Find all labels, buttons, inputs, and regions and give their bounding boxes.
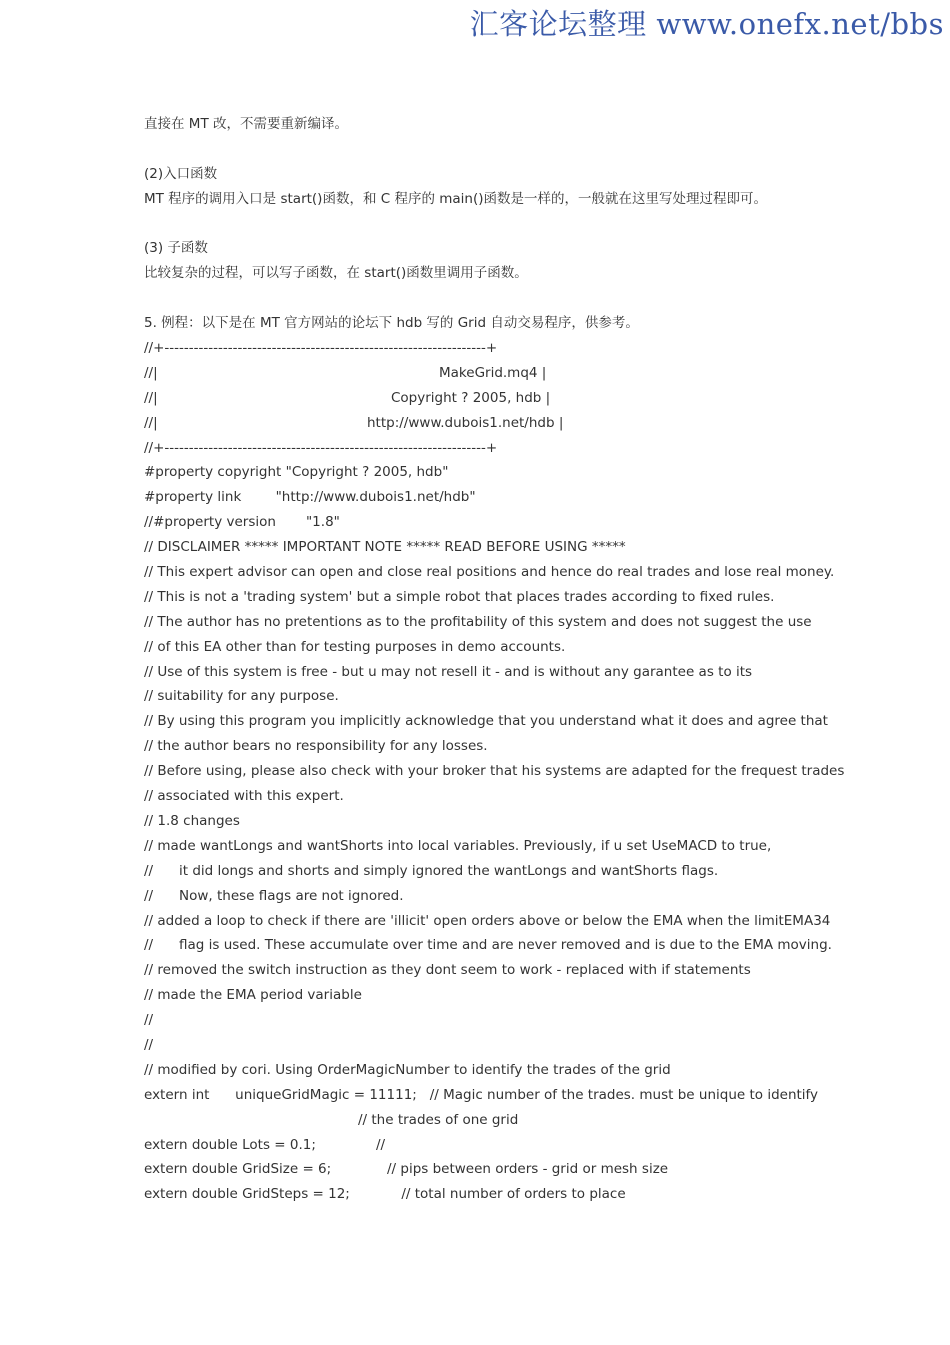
- code-line: // modified by cori. Using OrderMagicNumber to identify the trades of the grid: [144, 1061, 671, 1078]
- code-line: // associated with this expert.: [144, 788, 344, 805]
- section-3-text: 比较复杂的过程，可以写子函数，在 start()函数里调用子函数。: [144, 265, 528, 282]
- code-line: // the trades of one grid: [358, 1111, 519, 1128]
- code-line: // Use of this system is free - but u may not resell it - and is without any garantee as to its: [144, 663, 753, 680]
- code-line: // made the EMA period variable: [144, 987, 362, 1004]
- code-line-indented: // flag is used. These accumulate over time and are never removed and is due to the EMA moving.: [144, 937, 832, 954]
- code-line: //#property version "1.8": [144, 514, 340, 531]
- code-line: // This expert advisor can open and close real positions and hence do real trades and lose real money.: [144, 564, 835, 581]
- code-border-bottom: //+------------------------------------------------------------------+: [144, 439, 498, 456]
- code-line: // suitability for any purpose.: [144, 688, 339, 705]
- section-5-title: 5. 例程：以下是在 MT 官方网站的论坛下 hdb 写的 Grid 自动交易程序，供参考。: [144, 315, 639, 332]
- section-2-text: MT 程序的调用入口是 start()函数，和 C 程序的 main()函数是一样的，一般就在这里写处理过程即可。: [144, 190, 768, 207]
- code-line-indented: // it did longs and shorts and simply ignored the wantLongs and wantShorts flags.: [144, 862, 719, 879]
- code-line: extern double Lots = 0.1; //: [144, 1136, 386, 1153]
- code-line: //: [144, 1012, 154, 1029]
- code-line: extern double GridSteps = 12; // total number of orders to place: [144, 1186, 626, 1203]
- code-line: // the author bears no responsibility for any losses.: [144, 738, 488, 755]
- watermark-header: 汇客论坛整理 www.onefx.net/bbs: [469, 7, 944, 41]
- code-header-filename: [144, 361, 844, 386]
- code-line: // By using this program you implicitly acknowledge that you understand what it does and agree that: [144, 713, 828, 730]
- code-line: //: [144, 1036, 154, 1053]
- code-line: // The author has no pretentions as to the profitability of this system and does not suggest the use: [144, 613, 812, 630]
- code-header-prefix: //|: [144, 414, 158, 431]
- code-line: // DISCLAIMER ***** IMPORTANT NOTE ***** READ BEFORE USING *****: [144, 539, 626, 556]
- code-filename: MakeGrid.mq4 |: [439, 364, 547, 381]
- code-line: // Before using, please also check with your broker that his systems are adapted for the frequest trades: [144, 763, 845, 780]
- code-url: http://www.dubois1.net/hdb |: [367, 414, 564, 431]
- code-line: // This is not a 'trading system' but a simple robot that places trades according to fixed rules.: [144, 588, 775, 605]
- code-line: // made wantLongs and wantShorts into local variables. Previously, if u set UseMACD to true,: [144, 837, 772, 854]
- code-line: extern double GridSize = 6; // pips between orders - grid or mesh size: [144, 1161, 669, 1178]
- code-line: extern int uniqueGridMagic = 11111; // Magic number of the trades. must be unique to identify: [144, 1086, 819, 1103]
- section-3-title: (3) 子函数: [144, 240, 208, 257]
- section-2-title: (2)入口函数: [144, 165, 218, 182]
- intro-text: 直接在 MT 改，不需要重新编译。: [144, 116, 348, 132]
- code-copyright: Copyright ? 2005, hdb |: [391, 389, 551, 406]
- code-header-copyright: [144, 386, 844, 411]
- code-header-prefix: //|: [144, 364, 158, 381]
- code-line: #property link "http://www.dubois1.net/hdb": [144, 489, 476, 506]
- code-border-top: //+------------------------------------------------------------------+: [144, 340, 498, 357]
- code-line-indented: // Now, these flags are not ignored.: [144, 887, 404, 904]
- code-header-url: [144, 411, 844, 436]
- code-line: // of this EA other than for testing purposes in demo accounts.: [144, 638, 566, 655]
- code-line: // added a loop to check if there are 'illicit' open orders above or below the EMA when the limitEMA34: [144, 912, 831, 929]
- code-line: // 1.8 changes: [144, 812, 240, 829]
- code-line: #property copyright "Copyright ? 2005, hdb": [144, 464, 449, 481]
- code-line: // removed the switch instruction as they dont seem to work - replaced with if statements: [144, 962, 751, 979]
- code-header-prefix: //|: [144, 389, 158, 406]
- document-body: [144, 112, 844, 1207]
